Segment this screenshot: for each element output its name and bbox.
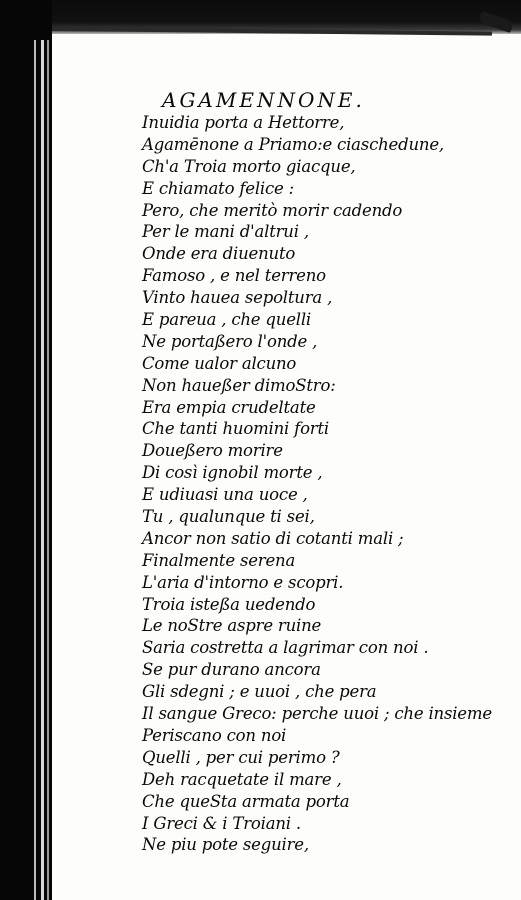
verse-list — [142, 112, 502, 856]
verse-line: Pero, che meritò morir cadendo — [142, 200, 403, 220]
verse-line: Agamēnone a Priamo:e ciaschedune, — [142, 134, 444, 154]
verse-line: Era empia crudeltate — [142, 397, 316, 417]
verse-line: E pareua , che quelli — [142, 310, 312, 330]
verse-line: Ne portaßero l'onde , — [142, 331, 318, 351]
verse-line: I Greci & i Troiani . — [142, 813, 301, 833]
verse-line: Il sangue Greco: perche uuoi ; che insieme — [142, 704, 492, 724]
verse-line: Tu , qualunque ti sei, — [142, 507, 315, 527]
verse-line: Periscano con noi — [142, 725, 287, 745]
verse-line: Quelli , per cui perimo ? — [142, 747, 340, 767]
verse-line: Che queSta armata porta — [142, 791, 350, 811]
verse-line: Saria costretta a lagrimar con noi . — [142, 638, 429, 658]
verse-line: Doueßero morire — [142, 441, 283, 461]
verse-line: Inuidia porta a Hettorre, — [142, 113, 345, 132]
verse-line: Vinto hauea sepoltura , — [142, 288, 333, 308]
verse-line: Come ualor alcuno — [142, 353, 297, 373]
verse-line: E udiuasi una uoce , — [142, 485, 308, 505]
verse-line: Troia isteßa uedendo — [142, 594, 316, 614]
speaker-heading: AGAMENNONE. — [162, 88, 365, 112]
verse-line: Ne piu pote seguire, — [142, 835, 309, 855]
top-page-edge — [0, 0, 521, 34]
verse-line: Famoso , e nel terreno — [142, 266, 326, 286]
verse-line: L'aria d'intorno e scopri. — [142, 572, 344, 592]
verse-line: Ancor non satio di cotanti mali ; — [142, 528, 404, 548]
binding-fold — [34, 40, 36, 900]
verse-line: Onde era diuenuto — [142, 244, 296, 264]
verse-line: Gli sdegni ; e uuoi , che pera — [142, 682, 377, 702]
verse-line: E chiamato felice : — [142, 178, 294, 198]
verse-line: Ch'a Troia morto giacque, — [142, 156, 356, 176]
verse-text-block — [142, 88, 502, 856]
verse-line: Finalmente serena — [142, 550, 296, 570]
binding-fold — [47, 40, 49, 900]
verse-line: Se pur durano ancora — [142, 660, 321, 680]
verse-line: Di così ignobil morte , — [142, 463, 323, 483]
verse-line: Le noStre aspre ruine — [142, 616, 322, 636]
verse-line: Che tanti huomini forti — [142, 419, 330, 439]
verse-line: Non haueßer dimoStro: — [142, 375, 336, 395]
page-edge-line — [52, 27, 492, 36]
binding-fold — [41, 40, 44, 900]
book-binding — [0, 0, 52, 900]
verse-line: Per le mani d'altrui , — [142, 222, 309, 242]
verse-line: Deh racquetate il mare , — [142, 769, 342, 789]
